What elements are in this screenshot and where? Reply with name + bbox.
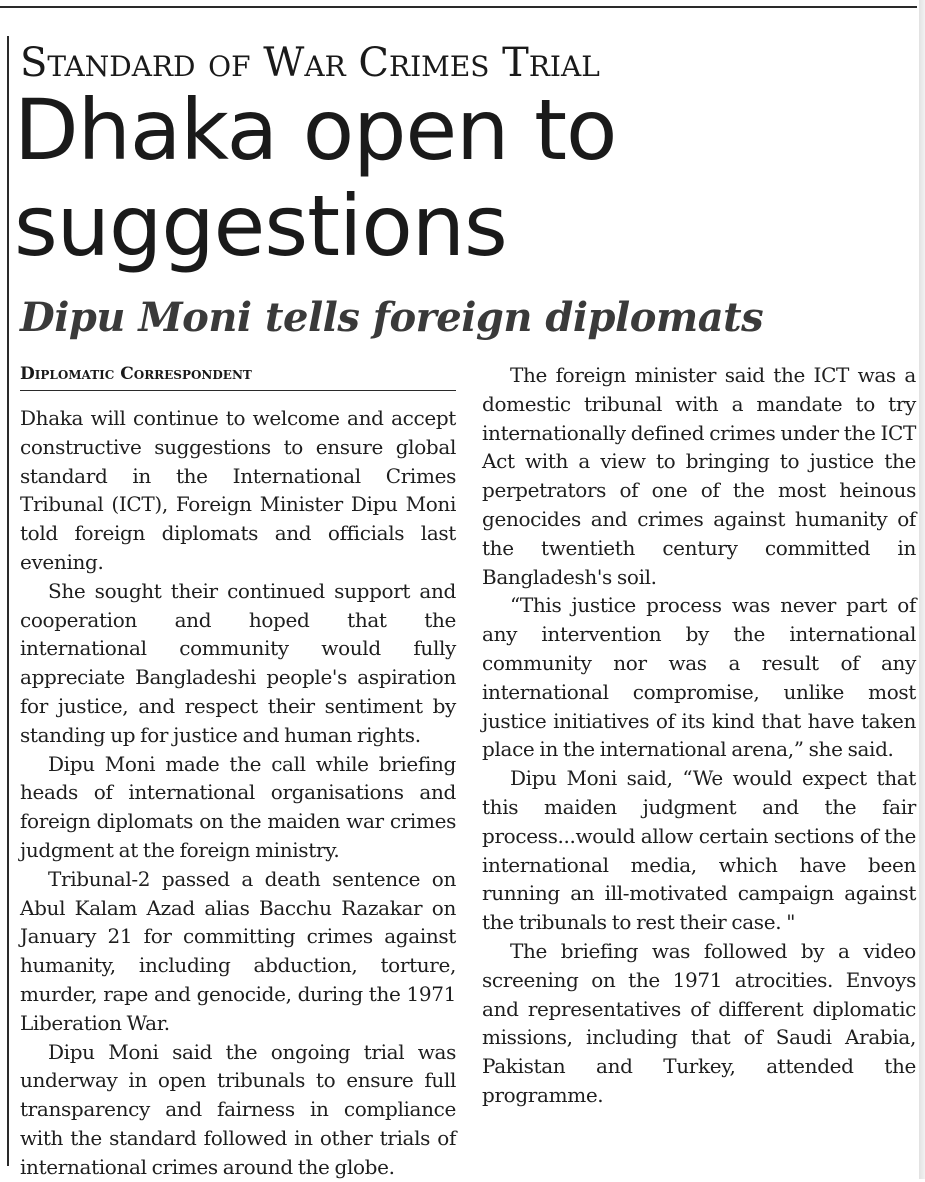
paragraph: The briefing was followed by a video screening on the 1971 atrocities. Envoys and representatives of different diplomatic missions, including that of Saudi Arabia, Pakistan and Turkey, attended the programme. <box>482 938 916 1107</box>
paragraph: “This justice process was never part of any intervention by the international community nor was a result of any international compromise, unlike most justice initiatives of its kind that have taken place in the international arena,” she said. <box>482 593 916 762</box>
paragraph: Dhaka will continue to welcome and accept constructive suggestions to ensure global standard in the International Crimes Tribunal (ICT), Foreign Minister Dipu Moni told foreign diplomats and officials last evening. <box>20 406 456 574</box>
page-edge-shadow <box>919 0 925 1179</box>
article-column-left <box>20 404 456 1182</box>
paragraph: Dipu Moni said, “We would expect that this maiden judgment and the fair process...would allow certain sections of the international media, which have been running an ill-motivated campaign against the tribunals to rest their case. " <box>482 766 916 935</box>
kicker-heading: Standard of War Crimes Trial <box>20 40 600 86</box>
article-column-right <box>482 361 916 1110</box>
paragraph: Dipu Moni said the ongoing trial was underway in open tribunals to ensure full transparency and fairness in compliance with the standard followed in other trials of international crimes around the globe. <box>20 1039 456 1179</box>
paragraph: She sought their continued support and cooperation and hoped that the international community would fully appreciate Bangladeshi people's aspiration for justice, and respect their sentiment by standing up for justice and human rights. <box>20 578 456 747</box>
byline: Diplomatic Correspondent <box>20 362 456 391</box>
headline: Dhaka open to suggestions <box>14 81 617 275</box>
paragraph: Dipu Moni made the call while briefing heads of international organisations and foreign diplomats on the maiden war crimes judgment at the foreign ministry. <box>20 751 456 862</box>
subheadline: Dipu Moni tells foreign diplomats <box>20 294 764 341</box>
left-column-rule <box>7 36 9 1166</box>
paragraph: Tribunal-2 passed a death sentence on Abul Kalam Azad alias Bacchu Razakar on January 21 for committing crimes against humanity, including abduction, torture, murder, rape and genocide, during the 1971 Liberation War. <box>20 866 456 1035</box>
top-rule <box>0 6 917 8</box>
paragraph: The foreign minister said the ICT was a domestic tribunal with a mandate to try internationally defined crimes under the ICT Act with a view to bringing to justice the perpetrators of one of the most heinous genocides and crimes against humanity of the twentieth century committed in Bangladesh's soil. <box>482 363 916 589</box>
